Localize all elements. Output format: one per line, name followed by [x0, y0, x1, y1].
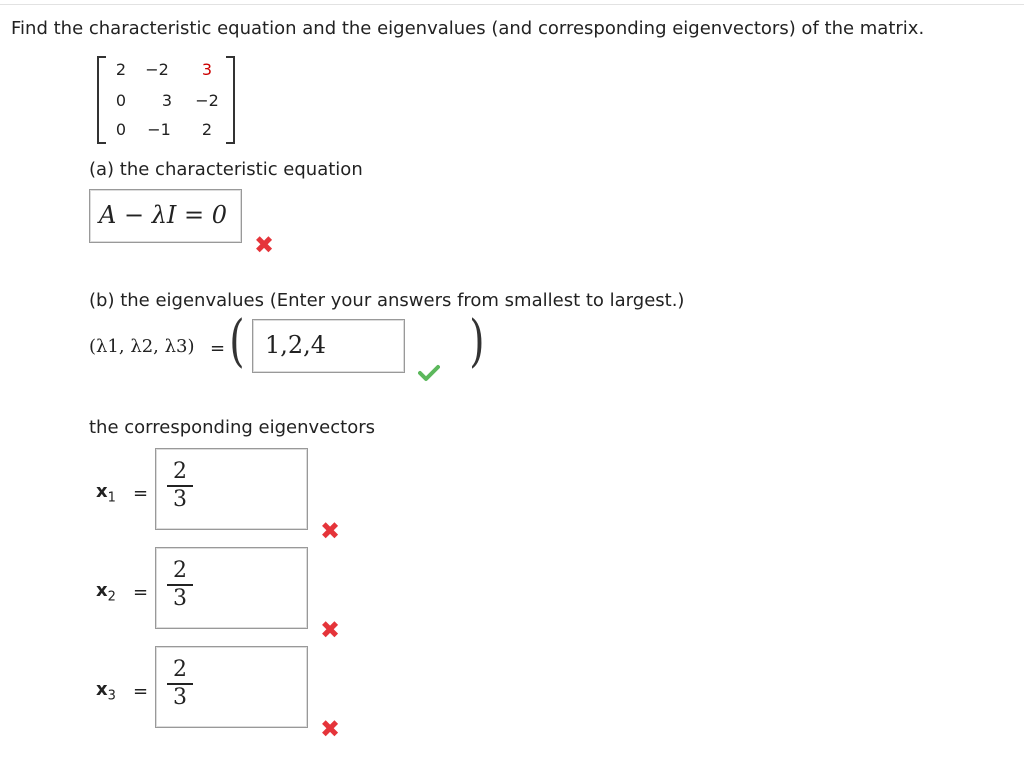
- eigenvectors-label: the corresponding eigenvectors: [89, 417, 375, 438]
- fraction: 2 3: [167, 460, 193, 512]
- x-mark-icon: ✖: [320, 616, 341, 644]
- matrix-cell: −1: [147, 120, 171, 139]
- x-mark-icon: ✖: [320, 517, 341, 545]
- matrix-cell: −2: [195, 91, 219, 110]
- left-paren: (: [229, 309, 245, 374]
- matrix-cell: 2: [115, 60, 127, 79]
- eigenvector-1-label: $x_1$: [96, 481, 116, 506]
- matrix-cell: −2: [145, 60, 169, 79]
- matrix-cell: 2: [201, 120, 213, 139]
- matrix-cell: 0: [115, 91, 127, 110]
- eigenvalues-value: 1,2,4: [265, 331, 327, 359]
- check-mark-icon: [418, 364, 440, 382]
- characteristic-equation-input[interactable]: [89, 189, 242, 243]
- eigenvector-3-label: $x_3$: [96, 679, 116, 704]
- part-a-label: (a) the characteristic equation: [89, 159, 363, 180]
- equals-sign: =: [133, 681, 149, 702]
- eigenvector-3-input[interactable]: [155, 646, 308, 728]
- eigenvector-1-input[interactable]: [155, 448, 308, 530]
- matrix-left-bracket: [97, 56, 106, 144]
- question-prompt: Find the characteristic equation and the eigenvalues (and corresponding eigenvectors) of the matrix.: [11, 18, 925, 39]
- equals-sign: =: [133, 483, 149, 504]
- matrix-right-bracket: [226, 56, 235, 144]
- part-b-label: (b) the eigenvalues (Enter your answers from smallest to largest.): [89, 290, 685, 311]
- fraction: 2 3: [167, 559, 193, 611]
- fraction: 2 3: [167, 658, 193, 710]
- matrix: [97, 56, 235, 140]
- matrix-cell: 0: [115, 120, 127, 139]
- equals-sign: =: [133, 582, 149, 603]
- eigenvector-2-input[interactable]: [155, 547, 308, 629]
- matrix-cell: 3: [201, 60, 213, 79]
- characteristic-equation-value: A − λI = 0: [99, 201, 228, 229]
- x-mark-icon: ✖: [320, 715, 341, 743]
- right-paren: ): [469, 309, 485, 374]
- matrix-cell: 3: [161, 91, 173, 110]
- equals-sign: =: [210, 338, 226, 359]
- top-divider: [0, 4, 1024, 5]
- eigenvalue-tuple-label: (λ1, λ2, λ3): [89, 336, 195, 357]
- x-mark-icon: ✖: [254, 231, 275, 259]
- eigenvalues-input[interactable]: [252, 319, 405, 373]
- eigenvector-2-label: $x_2$: [96, 580, 116, 605]
